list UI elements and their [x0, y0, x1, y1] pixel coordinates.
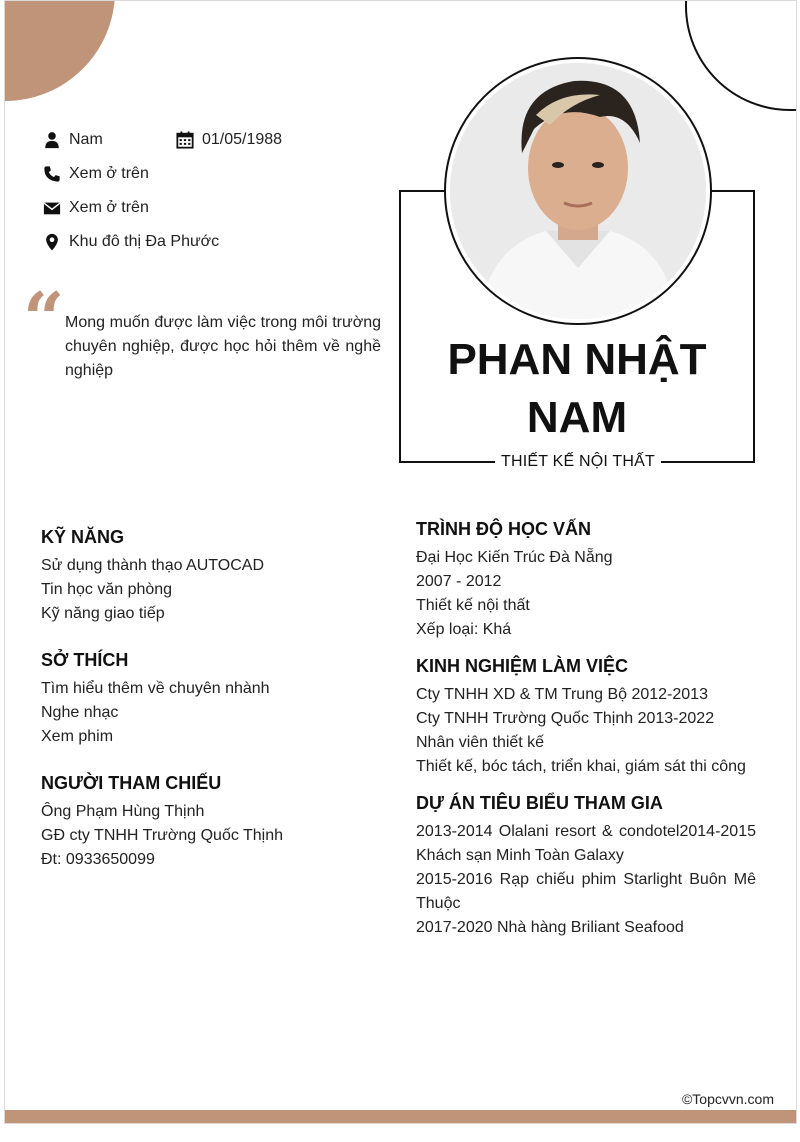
list-item: Đại Học Kiến Trúc Đà Nẵng — [416, 549, 613, 566]
list-item: Cty TNHH Trường Quốc Thịnh 2013-2022 — [416, 710, 715, 727]
envelope-icon — [43, 199, 61, 217]
skills-title: KỸ NĂNG — [41, 527, 125, 547]
job-title: THIẾT KẾ NỘI THẤT — [495, 453, 661, 471]
education-title: TRÌNH ĐỘ HỌC VẤN — [416, 519, 591, 539]
list-item: 2017-2020 Nhà hàng Briliant Seafood — [416, 919, 684, 936]
full-name — [405, 331, 749, 447]
list-item: Kỹ năng giao tiếp — [41, 605, 165, 622]
decorative-blob — [4, 0, 115, 101]
list-item: Tin học văn phòng — [41, 581, 173, 598]
list-item: 2015-2016 Rạp chiếu phim Starlight Buôn Mê Thuộc — [416, 871, 756, 912]
list-item: Nghe nhạc — [41, 704, 119, 721]
calendar-icon — [176, 131, 194, 149]
career-objective: Mong muốn được làm việc trong môi trường chuyên nghiệp, được học hỏi thêm về nghề nghiệp — [65, 314, 381, 379]
quote-icon: “ — [23, 276, 65, 361]
birthday-text: 01/05/1988 — [202, 131, 283, 148]
projects-section — [416, 792, 756, 940]
email-info — [43, 199, 149, 217]
map-pin-icon — [43, 233, 61, 251]
list-item: Thiết kế nội thất — [416, 597, 530, 614]
birthday-info — [176, 131, 282, 149]
person-icon — [43, 131, 61, 149]
list-item: Tìm hiểu thêm về chuyên nhành — [41, 680, 270, 697]
list-item: Ông Phạm Hùng Thịnh — [41, 803, 205, 820]
phone-info — [43, 165, 149, 183]
address-info — [43, 233, 219, 251]
email-text: Xem ở trên — [69, 199, 149, 216]
references-section — [41, 772, 381, 872]
phone-text: Xem ở trên — [69, 165, 149, 182]
hobbies-title: SỞ THÍCH — [41, 650, 129, 670]
name-line-1: PHAN NHẬT — [447, 335, 707, 384]
list-item: Nhân viên thiết kế — [416, 734, 545, 751]
phone-icon — [43, 165, 61, 183]
experience-title: KINH NGHIỆM LÀM VIỆC — [416, 656, 629, 676]
copyright-text: ©Topcvvn.com — [681, 1091, 774, 1107]
list-item: GĐ cty TNHH Trường Quốc Thịnh — [41, 827, 284, 844]
education-section — [416, 518, 756, 642]
hobbies-section — [41, 649, 381, 749]
bottom-accent-bar — [5, 1110, 796, 1123]
list-item: Xếp loại: Khá — [416, 621, 512, 638]
references-title: NGƯỜI THAM CHIẾU — [41, 773, 222, 793]
address-text: Khu đô thị Đa Phước — [69, 233, 220, 250]
list-item: Xem phim — [41, 728, 114, 745]
name-line-2: NAM — [526, 393, 628, 442]
experience-section — [416, 655, 756, 779]
avatar — [450, 63, 706, 319]
list-item: Cty TNHH XD & TM Trung Bộ 2012-2013 — [416, 686, 708, 703]
gender-info — [43, 131, 103, 149]
list-item: 2013-2014 Olalani resort & condotel2014-2015 Khách sạn Minh Toàn Galaxy — [416, 823, 756, 864]
skills-section — [41, 526, 381, 626]
list-item: Thiết kế, bóc tách, triển khai, giám sát thi công — [416, 758, 746, 775]
cv-page — [4, 0, 797, 1124]
decorative-ring — [685, 0, 797, 111]
projects-title: DỰ ÁN TIÊU BIỂU THAM GIA — [416, 793, 663, 813]
list-item: 2007 - 2012 — [416, 573, 502, 590]
gender-text: Nam — [69, 131, 103, 148]
list-item: Đt: 0933650099 — [41, 851, 155, 868]
list-item: Sử dụng thành thạo AUTOCAD — [41, 557, 264, 574]
